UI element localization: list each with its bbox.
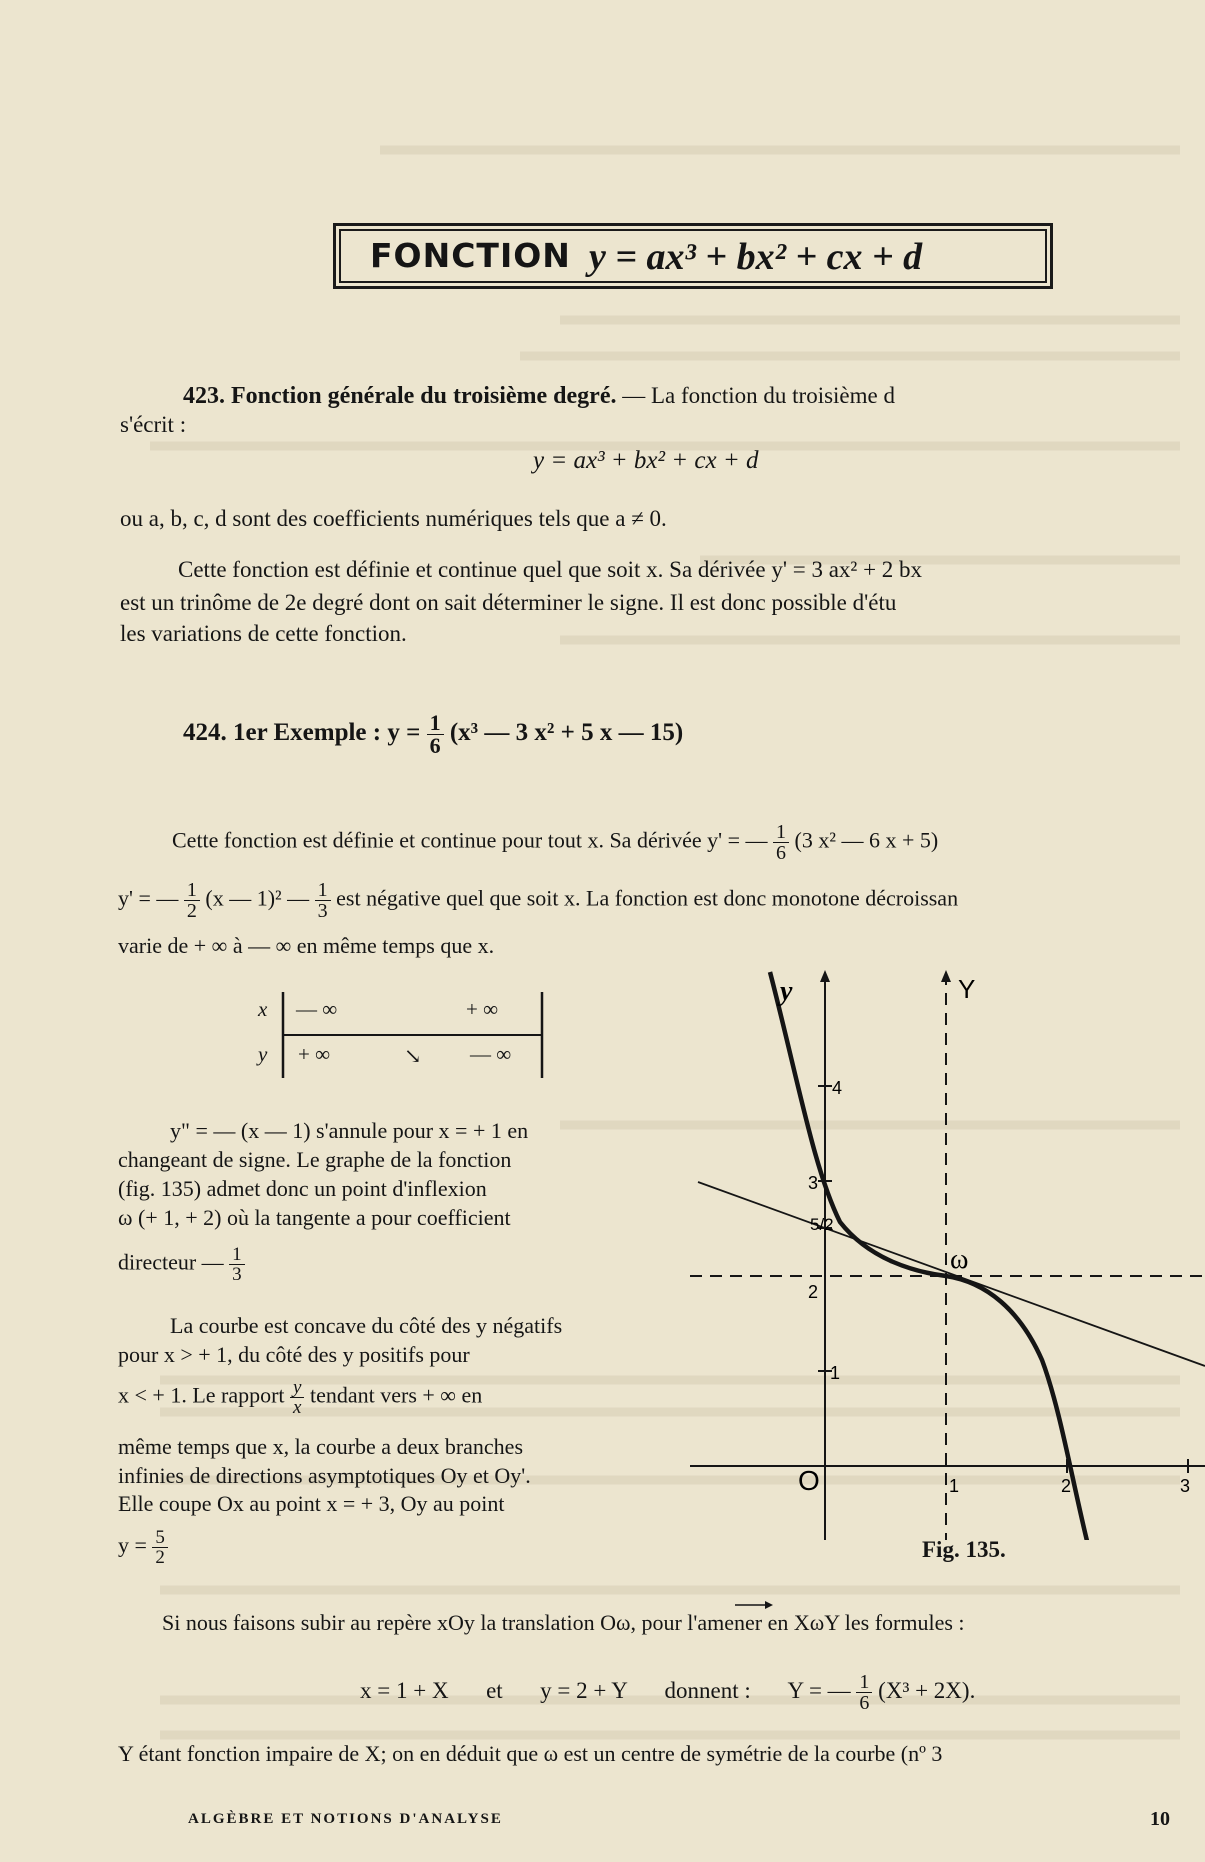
formula-x: x = 1 + X <box>360 1677 449 1703</box>
label-axis-y: y <box>780 976 793 1007</box>
table-y-label: y <box>258 1042 268 1066</box>
frac-den: 2 <box>186 900 197 922</box>
variation-table <box>258 990 558 1080</box>
frac-den: 6 <box>429 733 441 758</box>
section-423-coefficients: ou a, b, c, d sont des coefficients numériques tels que a ≠ 0. <box>120 506 667 531</box>
label-x-3: 3 <box>1180 1476 1191 1496</box>
label-tick-52: 5/2 <box>810 1215 834 1234</box>
title-word: FONCTION <box>370 236 571 275</box>
left-col-b2: pour x > + 1, du côté des y positifs pour <box>118 1342 470 1367</box>
section-423-para-2: est un trinôme de 2e degré dont on sait déterminer le signe. Il est donc possible d'étu <box>120 590 897 615</box>
section-423-para-1: Cette fonction est définie et continue quel que soit x. Sa dérivée y' = 3 ax² + 2 bx <box>178 557 923 582</box>
section-424-heading <box>183 712 683 757</box>
sign-text-c: est négative quel que soit x. La fonction est donc monotone décroissan <box>336 885 959 911</box>
left-col-b1: La courbe est concave du côté des y négatifs <box>170 1313 563 1338</box>
bottom-symmetry-line: Y étant fonction impaire de X; on en déduit que ω est un centre de symétrie de la courbe (nº 3 <box>118 1741 943 1766</box>
figure-135 <box>690 960 1205 1540</box>
left-col-a5 <box>118 1245 245 1284</box>
section-423-heading-line <box>183 383 895 410</box>
label-axis-Y: Y <box>958 974 976 1004</box>
formula-expr: (X³ + 2X). <box>878 1677 976 1703</box>
derivative-expr: (3 x² — 6 x + 5) <box>794 827 939 853</box>
label-tick-1: 1 <box>830 1363 841 1383</box>
frac-num: 1 <box>229 1245 245 1265</box>
cubic-curve <box>770 972 1088 1540</box>
formula-et: et <box>486 1677 503 1703</box>
table-x-left: — ∞ <box>296 997 338 1021</box>
title-formula: y = ax³ + bx² + cx + d <box>589 236 923 278</box>
section-424-heading-a: 424. 1er Exemple : y = <box>183 719 421 747</box>
section-423-intro: — La fonction du troisième d <box>622 383 895 408</box>
section-424-variation-text: varie de + ∞ à — ∞ en même temps que x. <box>118 933 495 958</box>
left-col-b7-text: y = <box>118 1532 147 1558</box>
section-423-formula: y = ax³ + bx² + cx + d <box>533 447 759 474</box>
frac-num: 1 <box>427 712 444 735</box>
table-x-label: x <box>258 997 268 1021</box>
label-x-2: 2 <box>1061 1476 1072 1496</box>
section-424-heading-b: (x³ — 3 x² + 5 x — 15) <box>449 719 684 747</box>
section-423-heading: 423. Fonction générale du troisième degré. <box>183 383 617 409</box>
derivative-text: Cette fonction est définie et continue pour tout x. Sa dérivée y' = — <box>172 827 768 853</box>
section-424-derivative-line <box>172 822 938 863</box>
section-424-sign-line <box>118 880 958 921</box>
table-y-arrow: ↘ <box>404 1044 422 1068</box>
left-col-b6: Elle coupe Ox au point x = + 3, Oy au point <box>118 1491 505 1516</box>
footer-book-title: ALGÈBRE ET NOTIONS D'ANALYSE <box>188 1811 503 1827</box>
sign-text-a: y' = — <box>118 885 179 911</box>
frac-num: 1 <box>773 822 789 843</box>
frac-num: 1 <box>184 880 200 901</box>
left-col-a3: (fig. 135) admet donc un point d'inflexion <box>118 1176 487 1201</box>
bottom-translation-line: Si nous faisons subir au repère xOy la translation Oω, pour l'amener en XωY les formules : <box>162 1610 965 1635</box>
label-omega: ω <box>950 1244 969 1275</box>
frac-den: 6 <box>776 842 787 864</box>
frac-num: y <box>290 1378 304 1398</box>
section-423-line2: s'écrit : <box>120 412 187 437</box>
left-col-b5: infinies de directions asymptotiques Oy et Oy'. <box>118 1463 531 1488</box>
label-origin: O <box>798 1465 820 1496</box>
frac-num: 5 <box>152 1528 168 1548</box>
left-col-b3-text-b: tendant vers + ∞ en <box>309 1382 483 1408</box>
frac-num: 1 <box>315 880 331 901</box>
left-col-a5-text: directeur — <box>118 1249 224 1275</box>
vector-arrow-icon <box>733 1598 775 1612</box>
frac-den: 3 <box>317 900 328 922</box>
frac-den: 6 <box>859 1692 870 1714</box>
y-axis-arrow <box>820 970 830 982</box>
label-x-1: 1 <box>949 1476 960 1496</box>
left-col-a2: changeant de signe. Le graphe de la fonction <box>118 1147 512 1172</box>
footer-page-number: 10 <box>1150 1808 1170 1830</box>
table-y-right: — ∞ <box>470 1042 512 1066</box>
table-y-left: + ∞ <box>298 1042 331 1066</box>
label-tick-4: 4 <box>832 1078 843 1098</box>
formula-Y: Y = — <box>787 1677 851 1703</box>
left-col-a4: ω (+ 1, + 2) où la tangente a pour coefficient <box>118 1205 511 1230</box>
formula-y: y = 2 + Y <box>540 1677 628 1703</box>
section-423-para-3: les variations de cette fonction. <box>120 621 407 646</box>
frac-den: 3 <box>232 1264 242 1285</box>
frac-den: 2 <box>155 1547 165 1568</box>
figure-caption: Fig. 135. <box>922 1537 1006 1562</box>
left-col-a1: y" = — (x — 1) s'annule pour x = + 1 en <box>170 1118 529 1143</box>
Y-axis-arrow <box>941 970 951 982</box>
left-col-b3-text: x < + 1. Le rapport <box>118 1382 285 1408</box>
table-x-right: + ∞ <box>466 997 499 1021</box>
frac-den: x <box>293 1397 302 1418</box>
left-col-b4: même temps que x, la courbe a deux branches <box>118 1434 524 1459</box>
left-col-b7 <box>118 1528 168 1567</box>
sign-text-b: (x — 1)² — <box>205 885 310 911</box>
frac-num: 1 <box>856 1672 872 1693</box>
label-tick-3: 3 <box>808 1173 819 1193</box>
formula-donnent: donnent : <box>664 1677 751 1703</box>
bottom-formula-line <box>360 1672 975 1713</box>
label-tick-2: 2 <box>808 1282 819 1302</box>
left-col-b3 <box>118 1378 482 1417</box>
